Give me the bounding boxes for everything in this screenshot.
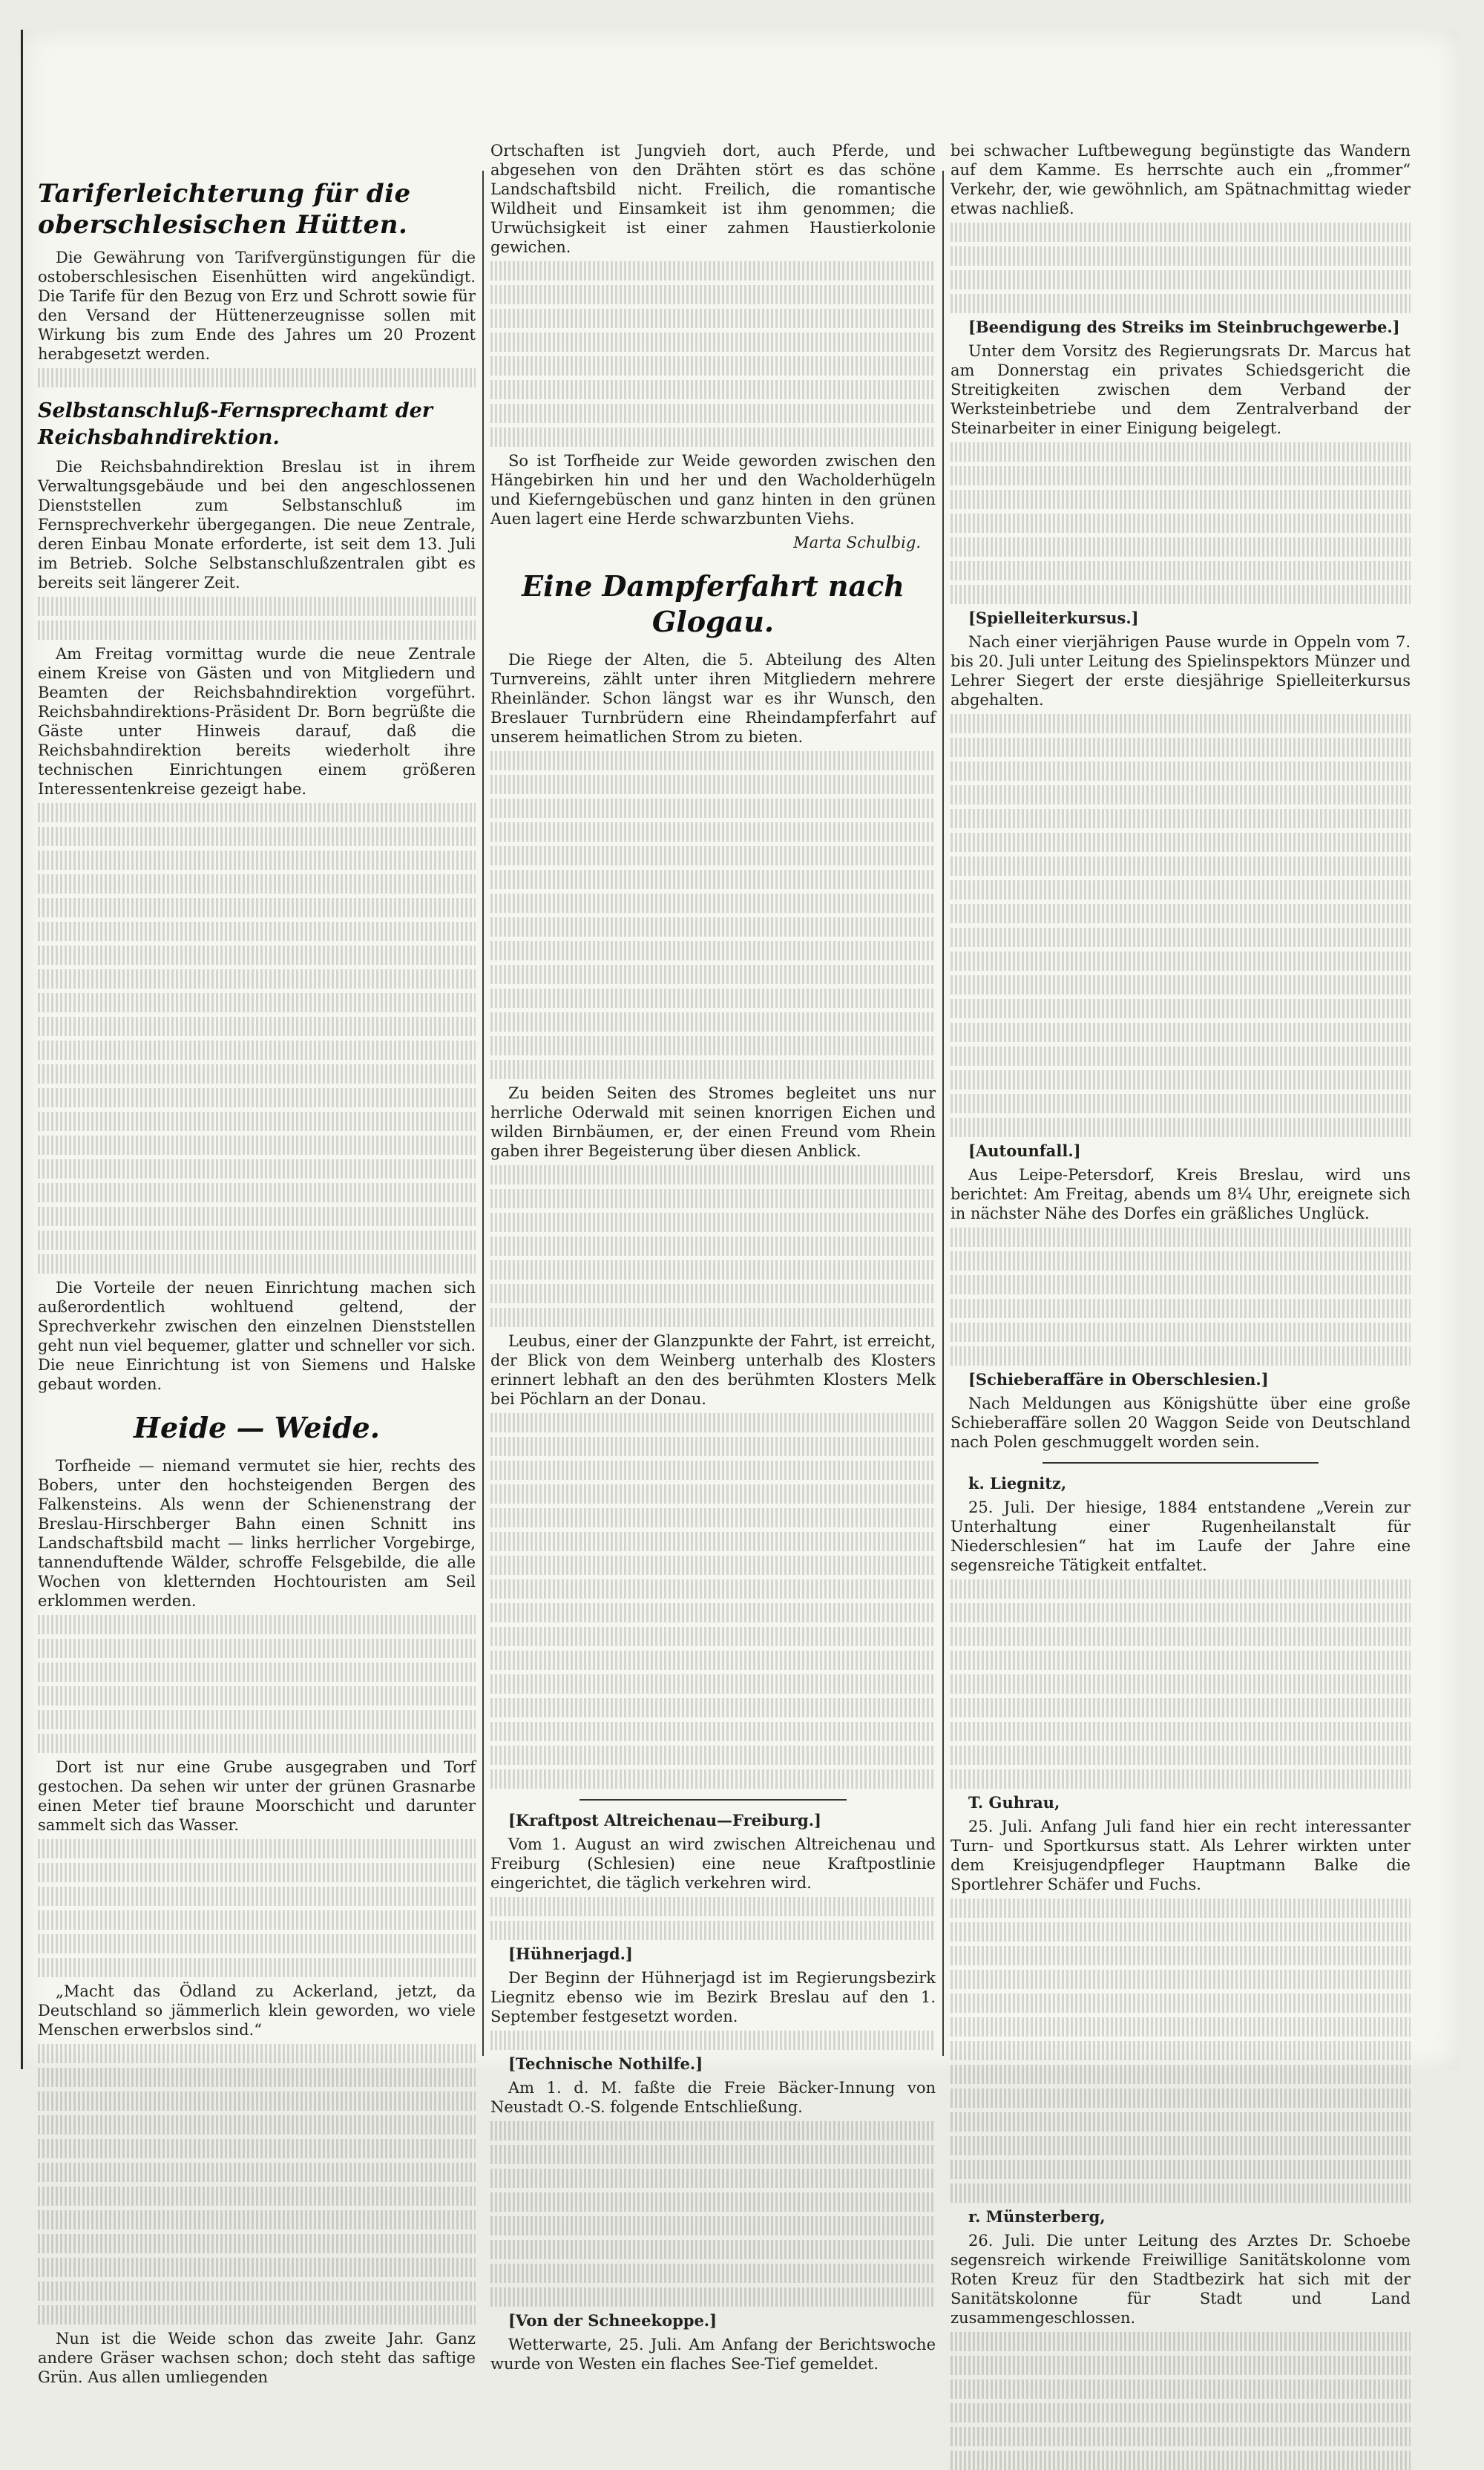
notice-huehnerjagd: [Hühnerjagd.] [508, 1945, 633, 1963]
local-text: 25. Juli. Der hiesige, 1884 entstandene „Verein zur Unterhaltung einer Rugenheilanstalt für Niederschlesien“ hat im Laufe der Jahre eine segensreiche Tätigkeit entfaltet. [951, 1498, 1411, 1574]
notice-schneekoppe: [Von der Schneekoppe.] [508, 2311, 718, 2330]
article-text: bei schwacher Luftbewegung begünstigte das Wandern auf dem Kamme. Es herrschte auch ein „frommer“ Verkehr, der, wie gewöhnlich, am Spätnachmittag wieder etwas nachließ. [951, 142, 1411, 217]
article-text: Zu beiden Seiten des Stromes begleitet uns nur herrliche Oderwald mit seinen knorrigen Eichen und wilden Birnbäumen, er, der einen Freund vom Rhein gaben ihrer Begeisterung über diesen Anblick. [490, 1084, 936, 1160]
headline-tarif: Tariferleichterung für die oberschlesischen Hütten. [38, 179, 411, 240]
section-divider [580, 1799, 847, 1801]
article-text: Am Freitag vormittag wurde die neue Zentrale einem Kreise von Gästen und von Mitgliedern und Beamten der Reichsbahndirektion vorgeführt. Reichsbahndirektions-Präsident Dr. Born begrüßte die Gäste unter Hinweis darauf, daß die Reichsbahndirektion bereits wiederholt ihre technischen Einrichtungen einem größeren Interessentenkreise gezeigt habe. [38, 645, 476, 798]
article-text: So ist Torfheide zur Weide geworden zwischen den Hängebirken hin und her und den Wacholderhügeln und Kieferngebüschen und ganz hinten in den grünen Auen lagert eine Herde schwarzbunten Viehs. [490, 452, 936, 528]
local-liegnitz: k. Liegnitz, [968, 1474, 1067, 1493]
headline-dampferfahrt: Eine Dampferfahrt nach Glogau. [522, 569, 904, 638]
article-text: Nun ist die Weide schon das zweite Jahr. Ganz andere Gräser wachsen schon; doch steht das saftige Grün. Aus allen umliegenden [38, 2330, 476, 2386]
notice-text: Der Beginn der Hühnerjagd ist im Regierungsbezirk Liegnitz ebenso wie im Bezirk Breslau auf den 1. September festgesetzt worden. [490, 1969, 936, 2025]
column-2 [490, 141, 936, 2373]
notice-text: Nach Meldungen aus Königshütte über eine große Schieberaffäre sollen 20 Waggon Seide von Deutschland nach Polen geschmuggelt worden sein. [951, 1395, 1411, 1451]
article-text: Die Reichsbahndirektion Breslau ist in ihrem Verwaltungsgebäude und bei den angeschlossenen Dienststellen zum Selbstanschluß im Fernsprechverkehr übergegangen. Die neue Zentrale, deren Einbau Monate erforderte, ist seit dem 13. Juli im Betrieb. Solche Selbstanschlußzentralen gibt es bereits seit längerer Zeit. [38, 458, 476, 592]
article-text: Die Gewährung von Tarifvergünstigungen für die ostoberschlesischen Eisenhütten wird angekündigt. Die Tarife für den Bezug von Erz und Schrott sowie für den Versand der Hüttenerzeugnisse sollen mit Wirkung bis zum Ende des Jahres um 20 Prozent herabgesetzt werden. [38, 249, 476, 363]
notice-text: Vom 1. August an wird zwischen Altreichenau und Freiburg (Schlesien) eine neue Kraftpostlinie eingerichtet, die täglich verkehren wird. [490, 1835, 936, 1892]
notice-kraftpost: [Kraftpost Altreichenau—Freiburg.] [508, 1811, 821, 1829]
local-guhrau: T. Guhrau, [968, 1793, 1060, 1812]
notice-autounfall: [Autounfall.] [968, 1141, 1081, 1160]
column-3 [951, 141, 1411, 2327]
article-text: „Macht das Ödland zu Ackerland, jetzt, da Deutschland so jämmerlich klein geworden, wo viele Menschen erwerbslos sind.“ [38, 1982, 476, 2039]
article-text: Leubus, einer der Glanzpunkte der Fahrt, ist erreicht, der Blick von dem Weinberg unterhalb des Klosters erinnert lebhaft an den des berühmten Klosters Melk bei Pöchlarn an der Donau. [490, 1332, 936, 1408]
notice-schieberaffaere: [Schieberaffäre in Oberschlesien.] [968, 1370, 1269, 1389]
notice-text: Aus Leipe-Petersdorf, Kreis Breslau, wird uns berichtet: Am Freitag, abends um 8¼ Uhr, ereignete sich in nächster Nähe des Dorfes ein gräßliches Unglück. [951, 1166, 1411, 1222]
local-text: 26. Juli. Die unter Leitung des Arztes Dr. Schoebe segensreich wirkende Freiwillige Sanitätskolonne vom Roten Kreuz für den Stadtbezirk hat sich mit der Sanitätskolonne für Stadt und Land zusammengeschlossen. [951, 2232, 1411, 2327]
notice-text: Am 1. d. M. faßte die Freie Bäcker-Innung von Neustadt O.-S. folgende Entschließung. [490, 2079, 936, 2116]
author-signature: Marta Schulbig. [793, 534, 921, 551]
article-text: Die Vorteile der neuen Einrichtung machen sich außerordentlich wohltuend geltend, der Sprechverkehr zwischen den einzelnen Dienststellen geht nun viel bequemer, glatter und schneller vor sich. Die neue Einrichtung ist von Siemens und Halske gebaut worden. [38, 1279, 476, 1393]
notice-nothilfe: [Technische Nothilfe.] [508, 2054, 703, 2073]
notice-streik: [Beendigung des Streiks im Steinbruchgewerbe.] [968, 318, 1400, 336]
column-rule [482, 171, 484, 2056]
column-rule [942, 171, 944, 2056]
article-text: Torfheide — niemand vermutet sie hier, rechts des Bobers, unter den hochsteigenden Bergen des Falkensteins. Als wenn der Schienenstrang der Breslau-Hirschberger Bahn einen Schnitt ins Landschaftsbild macht — links herrlicher Vorgebirge, tannenduftende Wälder, schroffe Felsgebilde, die alle Wochen von kletternden Hochtouristen am Seil erklommen werden. [38, 1457, 476, 1610]
headline-heide-weide: Heide — Weide. [134, 1411, 380, 1444]
article-text: Ortschaften ist Jungvieh dort, auch Pferde, und abgesehen von den Drähten stört es das schöne Landschaftsbild nicht. Freilich, die romantische Wildheit und Einsamkeit ist ihm genommen; die Urwüchsigkeit ist einer zahmen Haustierkolonie gewichen. [490, 142, 936, 256]
column-1 [38, 141, 476, 2386]
notice-text: Wetterwarte, 25. Juli. Am Anfang der Berichtswoche wurde von Westen ein flaches See-Tief gemeldet. [490, 2336, 936, 2373]
headline-fernsprechamt: Selbstanschluß-Fernsprechamt der Reichsbahndirektion. [38, 399, 433, 449]
article-text: Dort ist nur eine Grube ausgegraben und Torf gestochen. Da sehen wir unter der grünen Grasnarbe einen Meter tief braune Moorschicht und darunter sammelt sich das Wasser. [38, 1758, 476, 1834]
notice-text: Nach einer vierjährigen Pause wurde in Oppeln vom 7. bis 20. Juli unter Leitung des Spielinspektors Münzer und Lehrer Siegert der erste diesjährige Spielleiterkursus abgehalten. [951, 633, 1411, 709]
notice-spielleiterkursus: [Spielleiterkursus.] [968, 609, 1139, 627]
local-text: 25. Juli. Anfang Juli fand hier ein recht interessanter Turn- und Sportkursus statt. Als Lehrer wirkten unter dem Kreisjugendpfleger Hauptmann Balke die Sportlehrer Schäfer und Fuchs. [951, 1818, 1411, 1893]
local-muensterberg: r. Münsterberg, [968, 2207, 1106, 2226]
notice-text: Unter dem Vorsitz des Regierungsrats Dr. Marcus hat am Donnerstag ein privates Schiedsgericht die Streitigkeiten zwischen dem Verband der Werksteinbetriebe und dem Zentralverband der Steinarbeiter in einer Einigung beigelegt. [951, 342, 1411, 437]
article-text: Die Riege der Alten, die 5. Abteilung des Alten Turnvereins, zählt unter ihren Mitgliedern mehrere Rheinländer. Schon längst war es ihr Wunsch, den Breslauer Turnbrüdern eine Rheindampferfahrt auf unserem heimatlichen Strom zu bieten. [490, 651, 936, 746]
newspaper-page [21, 30, 1459, 2386]
section-divider [1043, 1462, 1319, 1464]
